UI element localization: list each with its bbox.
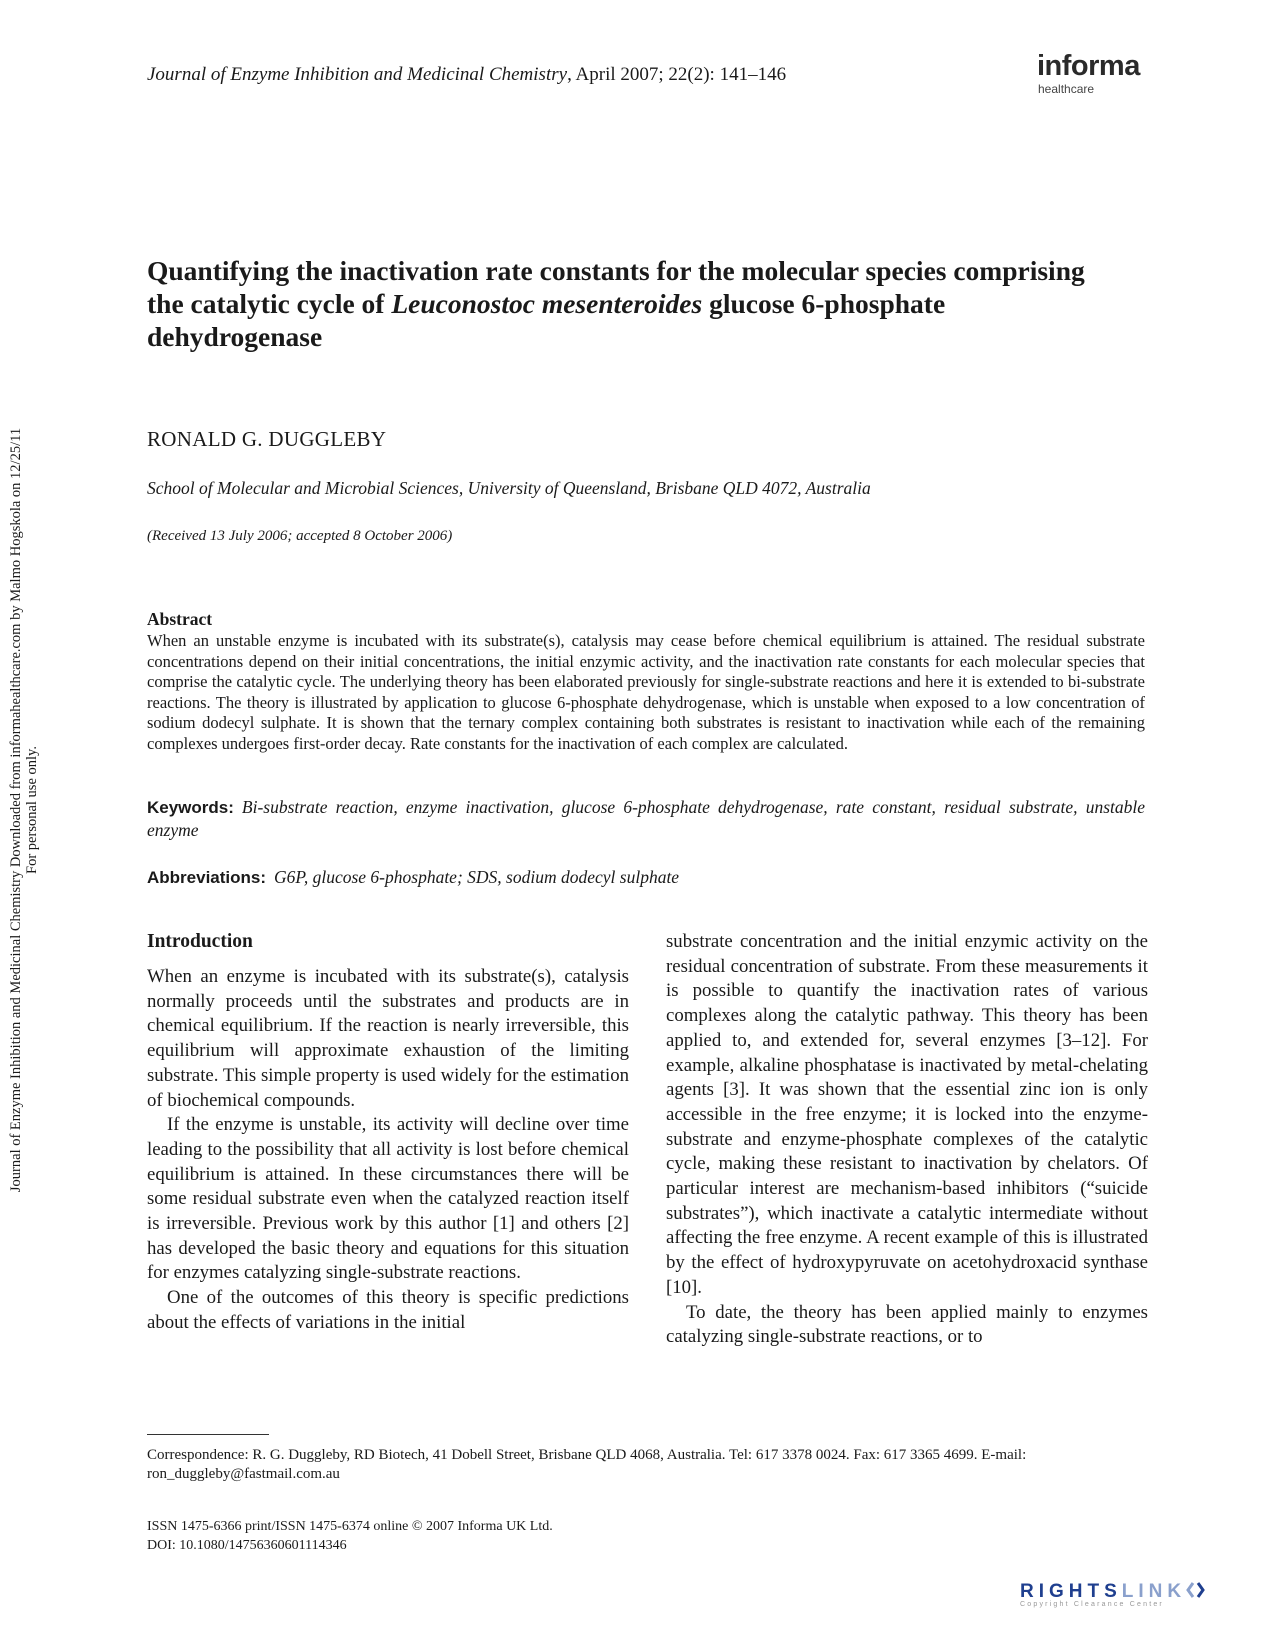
doi-line: DOI: 10.1080/14756360601114346 [147, 1537, 347, 1553]
received-dates: (Received 13 July 2006; accepted 8 October 2006) [147, 528, 453, 544]
issn-block [147, 1518, 553, 1555]
abbreviations [147, 866, 1145, 889]
article-title [147, 254, 1127, 353]
rightslink-text-b: LINK [1121, 1581, 1187, 1602]
keywords [147, 796, 1145, 842]
download-notice-line-1: Journal of Enzyme Inhibition and Medicinal Chemistry Downloaded from informahealthcare.com by Malmo Hogskola on 12/25/11 [8, 427, 24, 1193]
rightslink-logo [1020, 1580, 1250, 1608]
abstract-heading: Abstract [147, 609, 213, 629]
abstract-text: When an unstable enzyme is incubated with its substrate(s), catalysis may cease before chemical equilibrium is attained. The residual substrate concentrations depend on their initial concentrations, the initial enzymic activity, and the inactivation rate constants for each molecular species that comprise the catalytic cycle. The underlying theory has been elaborated previously for single-substrate reactions and here it is extended to bi-substrate reactions. The theory is illustrated by application to glucose 6-phosphate dehydrogenase, which is unstable when exposed to a low concentration of sodium dodecyl sulphate. It is shown that the ternary complex containing both substrates is resistant to inactivation while each of the remaining complexes undergoes first-order decay. Rate constants for the inactivation of each complex are calculated. [147, 631, 1145, 753]
body-column-right [666, 930, 1148, 1350]
body-column-left [147, 930, 629, 1336]
rightslink-arrow-icon [1186, 1580, 1206, 1600]
paragraph: substrate concentration and the initial enzymic activity on the residual concentration of substrate. From these measurements it is possible to quantify the inactivation rates of various complexes along the catalytic pathway. This theory has been applied to, and extended for, several enzymes [3–12]. For example, alkaline phosphatase is inactivated by metal-chelating agents [3]. It was shown that the essential zinc ion is only accessible in the free enzyme; it is locked into the enzyme-substrate and enzyme-phosphate complexes of the catalytic cycle, making these resistant to inactivation by chelators. Of particular interest are mechanism-based inhibitors (“suicide substrates”), which inactivate a catalytic intermediate without affecting the free enzyme. A recent example of this is illustrated by the effect of hydroxypyruvate on acetohydroxacid synthase [10]. [666, 931, 1148, 1298]
publisher-subname: healthcare [1038, 82, 1095, 96]
issn-line: ISSN 1475-6366 print/ISSN 1475-6374 online © 2007 Informa UK Ltd. [147, 1519, 553, 1534]
paragraph: To date, the theory has been applied mainly to enzymes catalyzing single-substrate reactions, or to [666, 1301, 1148, 1348]
publisher-name: informa [1037, 50, 1140, 82]
paragraph: If the enzyme is unstable, its activity will decline over time leading to the possibility that all activity is lost before chemical equilibrium is attained. In these circumstances there will be some residual substrate even when the catalyzed reaction itself is irreversible. Previous work by this author [1] and others [2] has developed the basic theory and equations for this situation for enzymes catalyzing single-substrate reactions. [147, 1114, 629, 1284]
journal-name: Journal of Enzyme Inhibition and Medicinal Chemistry [147, 64, 568, 85]
paragraph: One of the outcomes of this theory is specific predictions about the effects of variations in the initial [147, 1287, 629, 1333]
paragraph: When an enzyme is incubated with its substrate(s), catalysis normally proceeds until the substrates and products are in chemical equilibrium. If the reaction is nearly irreversible, this equilibrium will approximate exhaustion of the limiting substrate. This simple property is used widely for the estimation of biochemical compounds. [147, 966, 629, 1111]
title-species: Leuconostoc mesenteroides [391, 288, 703, 319]
title-part-2: glucose 6-phosphate dehydrogenase [147, 288, 946, 352]
footnote-divider [147, 1434, 269, 1435]
keywords-text: Bi-substrate reaction, enzyme inactivation, glucose 6-phosphate dehydrogenase, rate constant, residual substrate, unstable enzyme [147, 797, 1145, 840]
download-notice-line-2: For personal use only. [24, 746, 40, 874]
download-notice [8, 360, 40, 1260]
abbreviations-text: G6P, glucose 6-phosphate; SDS, sodium dodecyl sulphate [274, 867, 680, 887]
introduction-heading: Introduction [147, 931, 253, 952]
correspondence-footnote: Correspondence: R. G. Duggleby, RD Biotech, 41 Dobell Street, Brisbane QLD 4068, Australia. Tel: 617 3378 0024. Fax: 617 3365 4699. E-mail: ron_duggleby@fastmail.com.au [147, 1447, 1027, 1482]
rightslink-subtext: Copyright Clearance Center [1020, 1601, 1164, 1608]
journal-issue: , April 2007; 22(2): 141–146 [567, 64, 787, 85]
author-name: RONALD G. DUGGLEBY [147, 427, 387, 451]
author-affiliation: School of Molecular and Microbial Sciences, University of Queensland, Brisbane QLD 4072, Australia [147, 478, 871, 498]
title-part-1: Quantifying the inactivation rate constants for the molecular species comprising the catalytic cycle of [147, 255, 1085, 319]
journal-citation [147, 64, 786, 86]
rightslink-text-a: RIGHTS [1020, 1581, 1122, 1602]
abbreviations-label: Abbreviations: [147, 868, 267, 887]
keywords-label: Keywords: [147, 798, 234, 817]
publisher-logo [1037, 52, 1140, 95]
